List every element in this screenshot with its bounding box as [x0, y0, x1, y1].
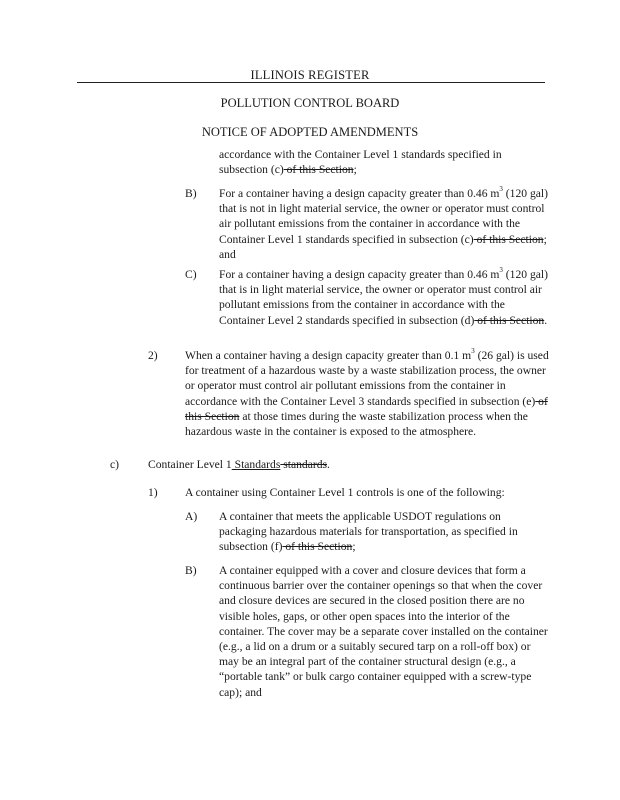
item-1A-end: ; — [352, 540, 356, 554]
header-rule — [77, 82, 545, 83]
continuation-text: accordance with the Container Level 1 standards specified in subsection (c) — [219, 148, 502, 177]
item-label-C: C) — [185, 268, 197, 281]
notice-heading: NOTICE OF ADOPTED AMENDMENTS — [201, 125, 419, 139]
item-C-text-cont: (120 gal) that is in light material service, the owner or operator must control air pollutant emissions from the container in accordance with the Container Level 2 standards specified in subsection (d) — [219, 268, 548, 327]
item-1-paragraph: A container using Container Level 1 controls is one of the following: — [185, 486, 505, 499]
struck-text: standards — [280, 458, 328, 471]
superscript: 3 — [471, 347, 475, 356]
item-2-text: When a container having a design capacity greater than 0.1 m — [185, 349, 472, 362]
item-1A-text: A container that meets the applicable USDOT regulations on packaging hazardous materials for transportation, as specified in subsection (f) — [219, 510, 518, 554]
item-c-heading — [148, 457, 548, 472]
item-2-text-cont: (26 gal) is used for treatment of a hazardous waste by a waste stabilization process, the owner or operator must control air pollutant emissions from the container in accordance with the Container Level 3 standards specified in subsection (e) — [185, 349, 549, 408]
item-c-text: Container Level 1 — [148, 458, 232, 471]
item-1A-paragraph — [219, 509, 549, 555]
item-label-1: 1) — [148, 486, 158, 499]
struck-text: of this Section — [283, 163, 354, 177]
struck-text: of this Section — [474, 313, 545, 327]
continuation-end: ; — [353, 163, 357, 177]
superscript: 3 — [499, 185, 503, 194]
item-B-paragraph — [219, 186, 549, 262]
register-heading: ILLINOIS REGISTER — [250, 68, 370, 82]
struck-text: of this Section — [282, 540, 353, 554]
item-c-end: . — [327, 458, 330, 471]
continuation-paragraph — [219, 147, 549, 177]
item-B-text-cont: (120 gal) that is not in light material service, the owner or operator must control air pollutant emissions from the container in accordance with the Container Level 1 standards specified in subsection (c) — [219, 187, 548, 246]
item-2-paragraph — [185, 348, 549, 439]
item-label-2: 2) — [148, 349, 158, 362]
item-C-text: For a container having a design capacity greater than 0.46 m — [219, 268, 500, 281]
struck-text: of this Section — [473, 232, 544, 246]
struck-text: of this Section — [185, 394, 548, 423]
item-label-1B: B) — [185, 564, 197, 577]
board-heading: POLLUTION CONTROL BOARD — [220, 96, 400, 110]
item-B-end: ; and — [219, 232, 547, 261]
item-C-end: . — [544, 313, 548, 327]
inserted-text: Standards — [231, 458, 281, 471]
item-B-text: For a container having a design capacity greater than 0.46 m — [219, 187, 500, 200]
item-label-c: c) — [110, 458, 120, 471]
item-label-1A: A) — [185, 510, 198, 523]
item-label-B: B) — [185, 187, 197, 200]
item-C-paragraph — [219, 267, 549, 328]
superscript: 3 — [499, 266, 503, 275]
item-2-end: at those times during the waste stabilization process when the hazardous waste in the container is exposed to the atmosphere. — [185, 409, 528, 439]
item-1B-paragraph: A container equipped with a cover and closure devices that form a continuous barrier over the container openings so that when the cover and closure devices are secured in the closed position there are no visible holes, gaps, or other open spaces into the interior of the container. The cover may be a separate cover installed on the container (e.g., a lid on a drum or a suitably secured tarp on a roll-off box) or may be an integral part of the container structural design (e.g., a “portable tank” or bulk cargo container equipped with a screw-type cap); and — [219, 564, 548, 699]
